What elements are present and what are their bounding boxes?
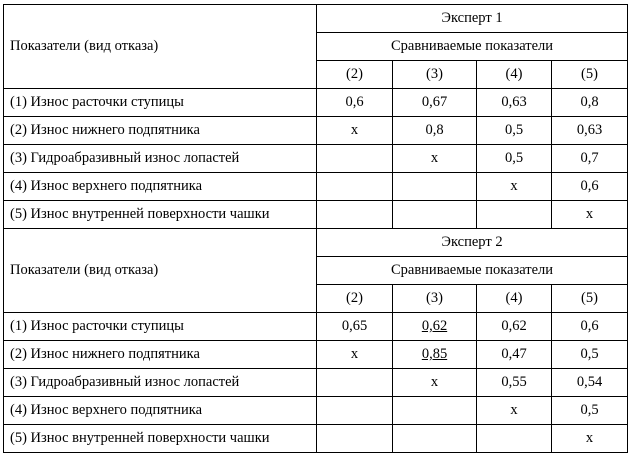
cell-underlined: 0,62 [393,313,477,341]
cell: 0,5 [552,341,628,369]
column-header: (4) [477,285,552,313]
table-row [4,117,628,145]
cell: 0,47 [477,341,552,369]
cell [393,201,477,229]
expert-title: Эксперт 2 [317,229,628,257]
cell: x [317,341,393,369]
table-row [4,313,628,341]
indicator-header: Показатели (вид отказа) [4,229,317,313]
indicator-header: Показатели (вид отказа) [4,5,317,89]
cell [393,173,477,201]
table-row [4,369,628,397]
cell: 0,62 [477,313,552,341]
cell [393,425,477,453]
row-label: (5) Износ внутренней поверхности чашки [4,201,317,229]
cell [317,369,393,397]
row-label: (3) Гидроабразивный износ лопастей [4,145,317,173]
cell [393,397,477,425]
column-header: (3) [393,285,477,313]
cell: 0,54 [552,369,628,397]
cell [477,425,552,453]
row-label: (2) Износ нижнего подпятника [4,341,317,369]
cell: 0,8 [393,117,477,145]
cell: x [393,145,477,173]
comparison-table [3,4,628,453]
cell: 0,65 [317,313,393,341]
cell [317,397,393,425]
cell [317,173,393,201]
cell: 0,6 [552,313,628,341]
cell [317,201,393,229]
cell [317,425,393,453]
cell: 0,63 [552,117,628,145]
column-header: (5) [552,61,628,89]
row-label: (2) Износ нижнего подпятника [4,117,317,145]
compared-header: Сравниваемые показатели [317,33,628,61]
cell: 0,5 [477,117,552,145]
cell: x [552,201,628,229]
cell: 0,63 [477,89,552,117]
cell: 0,6 [552,173,628,201]
table-row [4,201,628,229]
cell: x [477,397,552,425]
row-label: (5) Износ внутренней поверхности чашки [4,425,317,453]
cell: 0,5 [552,397,628,425]
row-label: (1) Износ расточки ступицы [4,89,317,117]
cell-underlined: 0,85 [393,341,477,369]
expert-title: Эксперт 1 [317,5,628,33]
cell [317,145,393,173]
table-row [4,89,628,117]
table-row [4,425,628,453]
table-row [4,145,628,173]
row-label: (4) Износ верхнего подпятника [4,173,317,201]
table-row [4,173,628,201]
column-header: (4) [477,61,552,89]
row-label: (3) Гидроабразивный износ лопастей [4,369,317,397]
cell [477,201,552,229]
cell: 0,67 [393,89,477,117]
cell: x [317,117,393,145]
cell: 0,8 [552,89,628,117]
cell: 0,55 [477,369,552,397]
compared-header: Сравниваемые показатели [317,257,628,285]
row-label: (4) Износ верхнего подпятника [4,397,317,425]
table-row [4,341,628,369]
column-header: (3) [393,61,477,89]
column-header: (2) [317,285,393,313]
column-header: (5) [552,285,628,313]
row-label: (1) Износ расточки ступицы [4,313,317,341]
cell: x [552,425,628,453]
table-row [4,397,628,425]
cell: 0,5 [477,145,552,173]
cell: x [393,369,477,397]
column-header: (2) [317,61,393,89]
cell: 0,6 [317,89,393,117]
cell: x [477,173,552,201]
cell: 0,7 [552,145,628,173]
